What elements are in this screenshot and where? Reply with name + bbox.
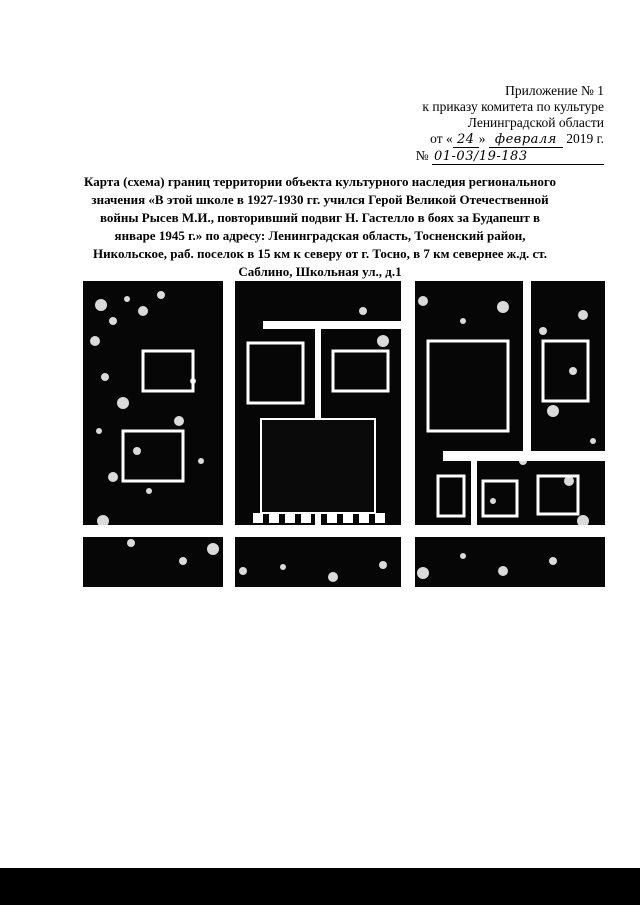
attachment-region: Ленинградской области (467, 115, 604, 130)
attachment-order-ref: к приказу комитета по культуре (422, 99, 604, 114)
aerial-map-image (83, 281, 605, 587)
attachment-block (344, 83, 604, 165)
attachment-number (344, 148, 604, 165)
date-day: 24 (453, 133, 479, 148)
date-year: 2019 г. (566, 131, 604, 146)
aerial-map (83, 281, 605, 587)
number-prefix: № (415, 148, 429, 163)
attachment-title: Приложение № 1 (505, 83, 604, 98)
date-month: февраля (489, 133, 563, 148)
date-prefix: от « (430, 131, 453, 146)
document-title: Карта (схема) границ территории объекта культурного наследия регионального значения «В этой школе в 1927-1930 гг. учился Герой Великой Отечественной войны Рысев М.И., повторивший подвиг Н. Гастелло в боях за Будапешт в январе 1945 г.» по адресу: Ленинградская область, Тосненский район, Никольское, раб. поселок в 15 км к северу от г. Тосно, в 7 км севернее ж.д. ст. Саблино, Школьная ул., д.1 (84, 174, 556, 279)
school-plot (261, 419, 375, 513)
number-value: 01-03/19-183 (432, 150, 604, 165)
scan-bottom-edge (0, 868, 640, 905)
date-mid: » (478, 131, 486, 146)
attachment-date (344, 131, 604, 148)
